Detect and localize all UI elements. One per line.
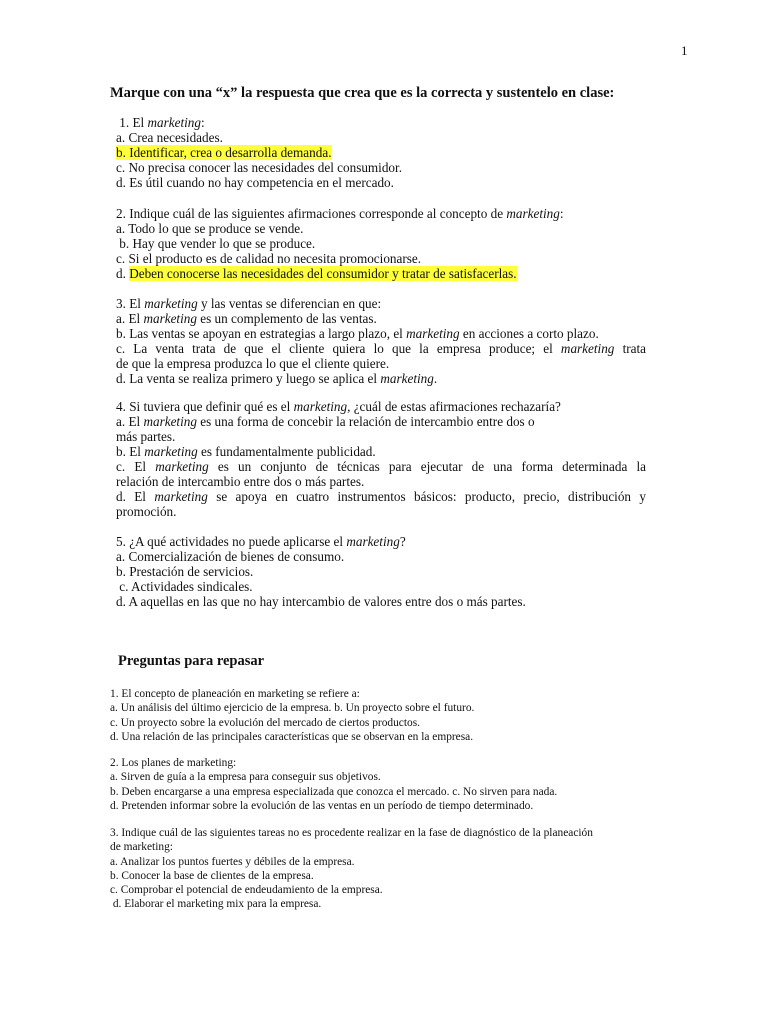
review-question-2 (110, 756, 660, 813)
option-a: a. El marketing es un complemento de las ventas. (116, 311, 377, 326)
option-c: c. El marketing es un conjunto de técnicas para ejecutar de una forma determinada la (116, 459, 646, 474)
option-d: d. El marketing se apoya en cuatro instrumentos básicos: producto, precio, distribución y (116, 489, 646, 504)
option-c: c. La venta trata de que el cliente quiera lo que la empresa produce; el marketing trata (116, 341, 646, 356)
quiz-question-5 (116, 534, 646, 609)
option-d: d. Deben conocerse las necesidades del consumidor y tratar de satisfacerlas. (116, 266, 517, 281)
review-line: d. Una relación de las principales características que se observan en la empresa. (110, 730, 474, 743)
option-a: a. Crea necesidades. (116, 130, 223, 145)
review-section-title: Preguntas para repasar (118, 653, 265, 669)
option-d: d. La venta se realiza primero y luego se aplica el marketing. (116, 371, 438, 386)
option-a: a. El marketing es una forma de concebir la relación de intercambio entre dos o (116, 414, 535, 429)
page-number: 1 (681, 43, 688, 58)
option-d-continued: promoción. (116, 504, 177, 519)
quiz-question-1 (116, 115, 646, 190)
review-line: a. Sirven de guía a la empresa para conseguir sus objetivos. (110, 771, 381, 784)
review-line: b. Conocer la base de clientes de la empresa. (110, 869, 314, 882)
question-text: 5. ¿A qué actividades no puede aplicarse el marketing? (116, 534, 406, 549)
option-c: c. No precisa conocer las necesidades del consumidor. (116, 160, 402, 175)
question-text: 4. Si tuviera que definir qué es el marketing, ¿cuál de estas afirmaciones rechazaría? (116, 399, 561, 414)
question-text: 2. Indique cuál de las siguientes afirmaciones corresponde al concepto de marketing: (116, 206, 564, 221)
option-c-continued: relación de intercambio entre dos o más partes. (116, 474, 365, 489)
review-line: a. Un análisis del último ejercicio de la empresa. b. Un proyecto sobre el futuro. (110, 702, 475, 715)
highlighted-answer: Deben conocerse las necesidades del consumidor y tratar de satisfacerlas. (129, 266, 517, 281)
option-d: d. A aquellas en las que no hay intercambio de valores entre dos o más partes. (116, 594, 526, 609)
review-line: 3. Indique cuál de las siguientes tareas no es procedente realizar en la fase de diagnóstico de la planeación (110, 827, 593, 839)
option-b: b. Las ventas se apoyan en estrategias a largo plazo, el marketing en acciones a corto plazo. (116, 326, 599, 341)
quiz-question-2 (116, 206, 646, 281)
review-line: 1. El concepto de planeación en marketing se refiere a: (110, 688, 360, 700)
review-line: c. Un proyecto sobre la evolución del mercado de ciertos productos. (110, 716, 420, 729)
review-line: a. Analizar los puntos fuertes y débiles de la empresa. (110, 855, 355, 868)
review-line: de marketing: (110, 841, 173, 854)
review-line: d. Pretenden informar sobre la evolución de las ventas en un período de tiempo determinado. (110, 799, 534, 812)
review-line: b. Deben encargarse a una empresa especializada que conozca el mercado. c. No sirven para nada. (110, 785, 558, 798)
option-c-continued: de que la empresa produzca lo que el cliente quiere. (116, 356, 390, 371)
review-line: c. Comprobar el potencial de endeudamiento de la empresa. (110, 884, 383, 897)
review-line: d. Elaborar el marketing mix para la empresa. (110, 898, 322, 911)
option-c: c. Si el producto es de calidad no necesita promocionarse. (116, 251, 422, 266)
option-c: c. Actividades sindicales. (116, 579, 253, 594)
option-a-continued: más partes. (116, 429, 176, 444)
option-b: b. Prestación de servicios. (116, 564, 254, 579)
review-question-3 (110, 826, 660, 912)
option-b: b. El marketing es fundamentalmente publicidad. (116, 444, 376, 459)
review-question-1 (110, 687, 660, 744)
option-b (116, 145, 646, 160)
page-title: Marque con una “x” la respuesta que crea que es la correcta y sustentelo en clase: (110, 85, 615, 101)
question-text: 3. El marketing y las ventas se diferencian en que: (116, 296, 382, 311)
option-d: d. Es útil cuando no hay competencia en el mercado. (116, 175, 394, 190)
quiz-question-3 (116, 296, 646, 386)
quiz-question-4 (116, 399, 646, 519)
question-text: 1. El marketing: (119, 115, 205, 130)
option-b: b. Hay que vender lo que se produce. (116, 236, 316, 251)
review-line: 2. Los planes de marketing: (110, 757, 237, 769)
option-a: a. Comercialización de bienes de consumo. (116, 549, 345, 564)
highlighted-answer: b. Identificar, crea o desarrolla demanda. (116, 145, 332, 160)
option-a: a. Todo lo que se produce se vende. (116, 221, 304, 236)
